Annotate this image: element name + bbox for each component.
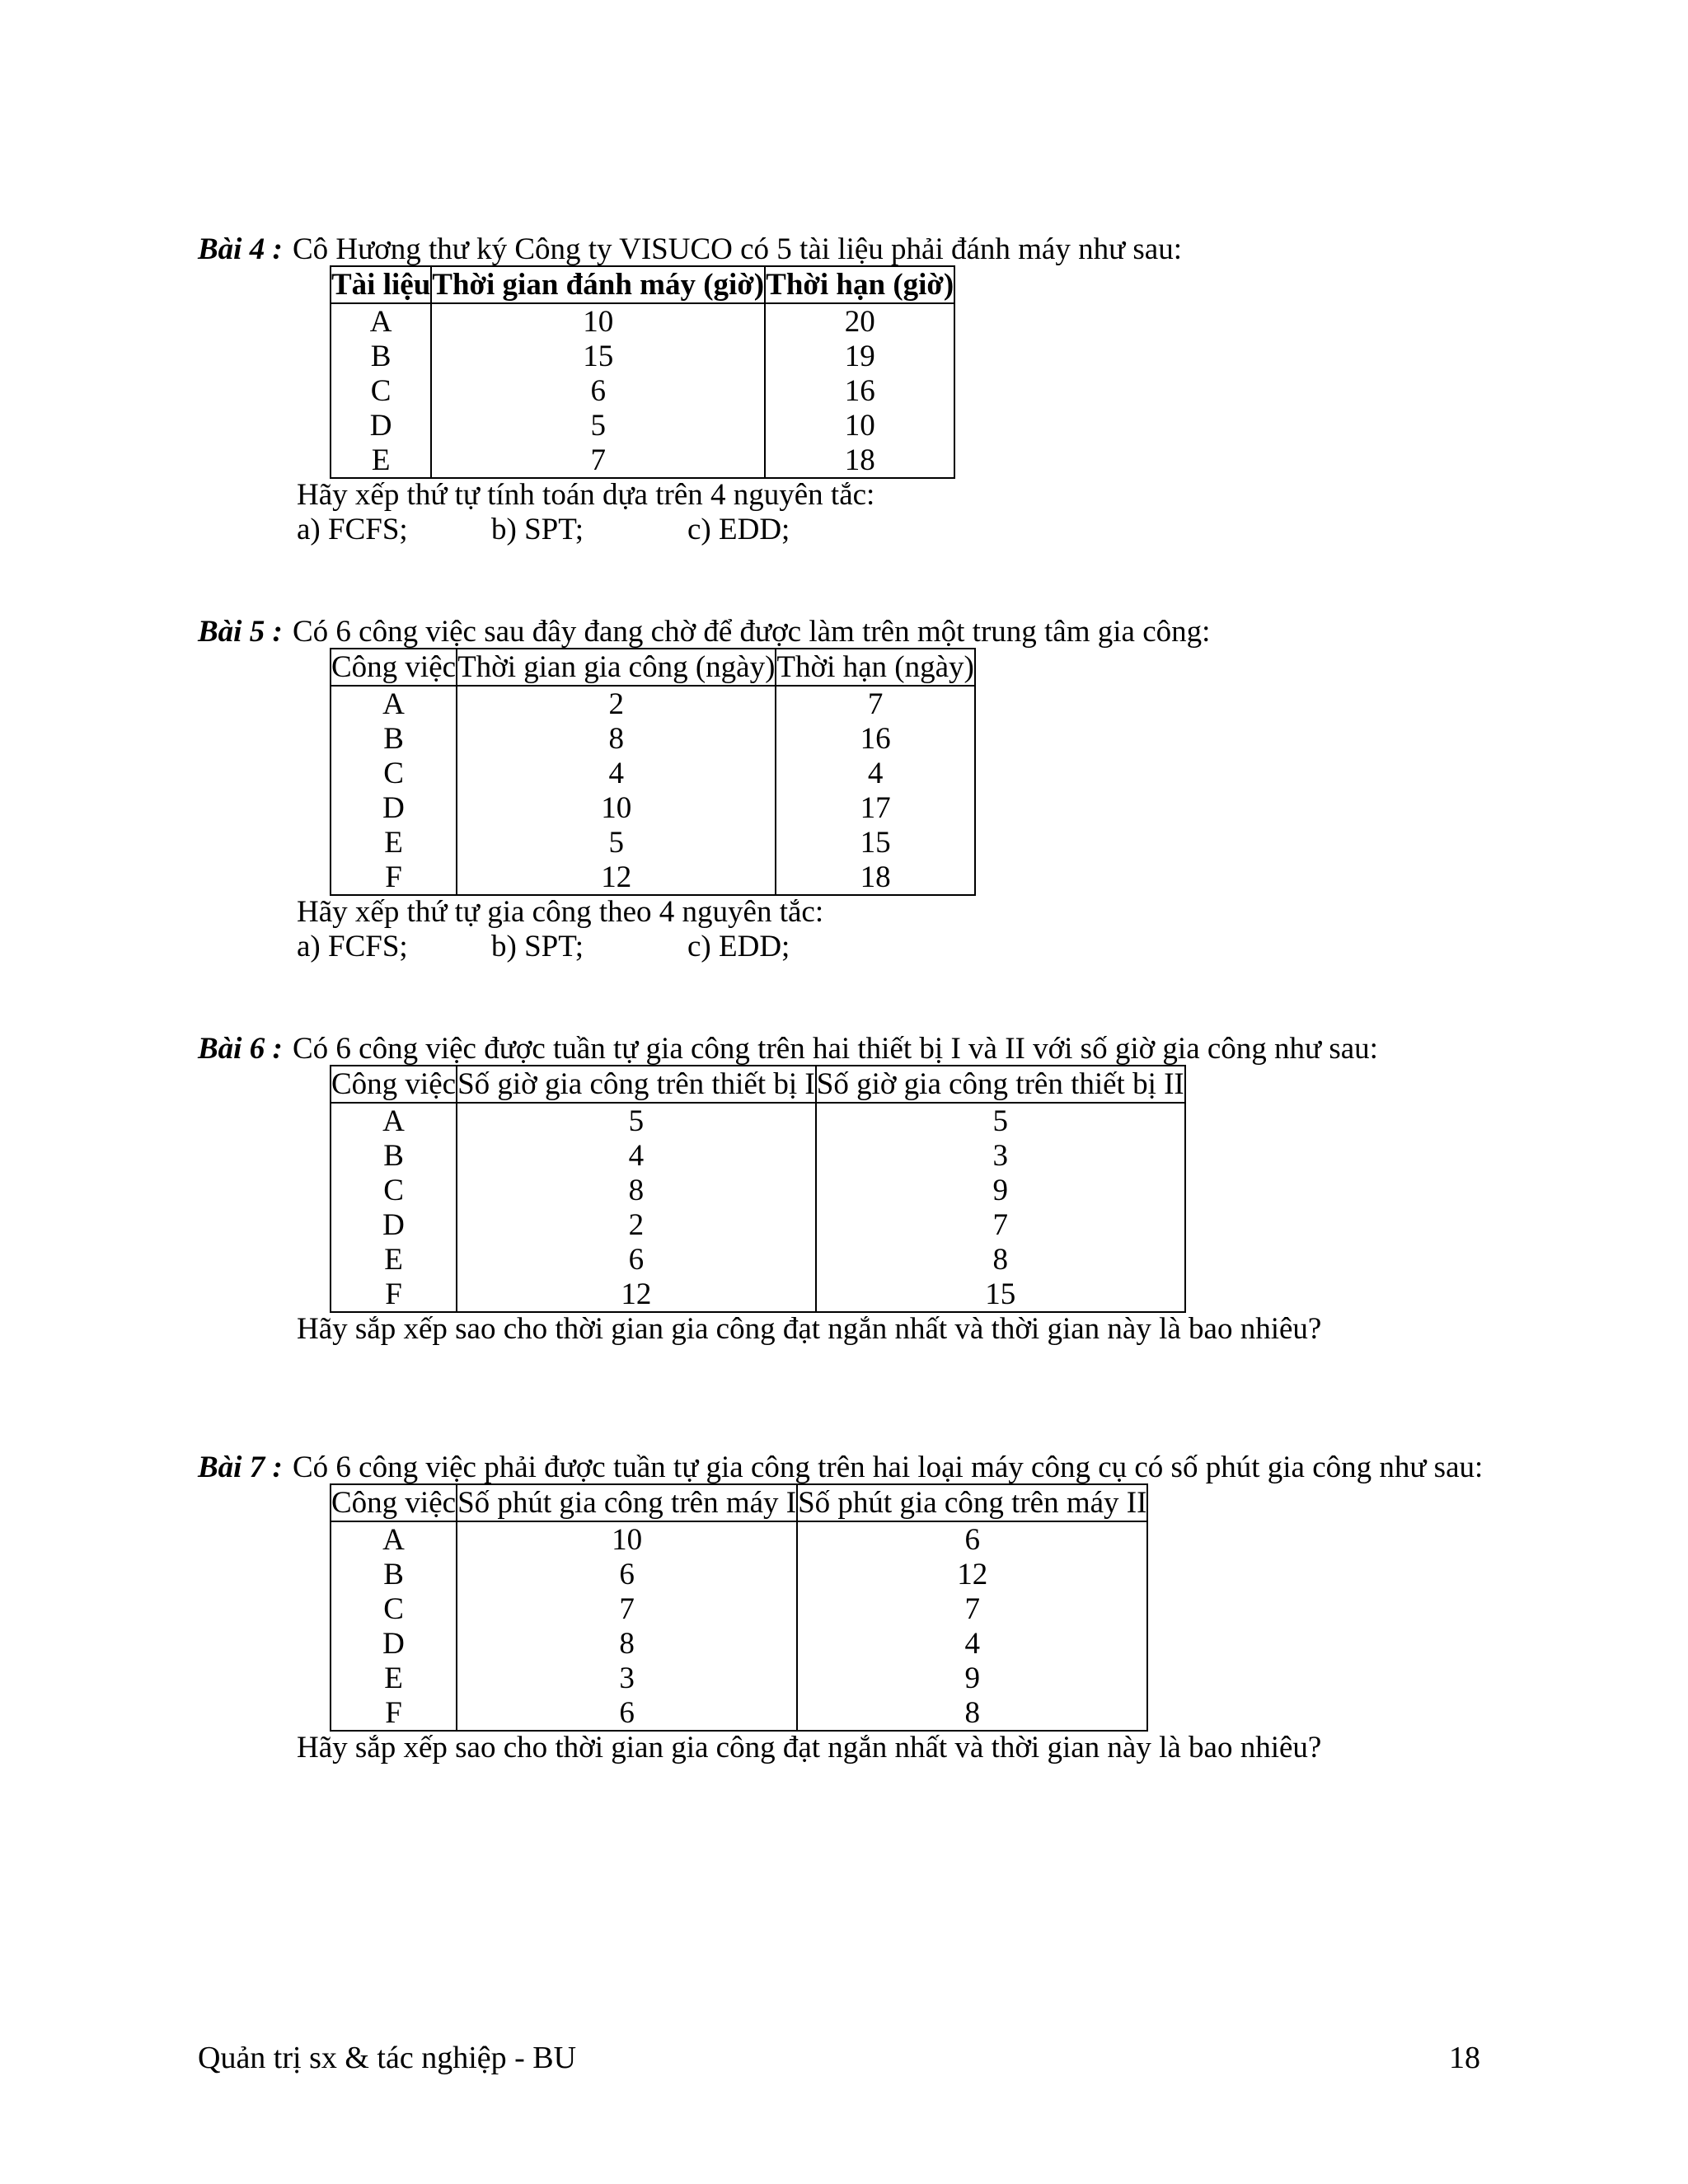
problem-question: Hãy sắp xếp sao cho thời gian gia công đạt ngắn nhất và thời gian này là bao nhiêu?	[297, 1731, 1322, 1765]
problem-question: Hãy xếp thứ tự tính toán dựa trên 4 nguyên tắc:	[297, 478, 875, 512]
problem-number: Bài 7 :	[198, 1451, 283, 1484]
table-cell: 5	[457, 825, 776, 860]
table-cell: D	[331, 1626, 457, 1661]
table-cell: 8	[797, 1695, 1147, 1731]
table-cell: B	[331, 721, 457, 756]
problem-number: Bài 5 :	[198, 615, 283, 649]
column-header: Số giờ gia công trên thiết bị I	[457, 1067, 815, 1101]
table-cell: 8	[457, 1626, 797, 1661]
table-row	[331, 1103, 1185, 1138]
table-row	[331, 825, 975, 860]
column-header: Công việc	[331, 1486, 457, 1520]
table-cell: B	[331, 1138, 457, 1173]
table-cell: 4	[457, 1138, 816, 1173]
table-cell: 16	[776, 721, 974, 756]
table-cell: 7	[776, 686, 974, 721]
table-cell: 5	[816, 1103, 1185, 1138]
table-cell: C	[331, 1591, 457, 1626]
problem-heading	[198, 232, 1182, 266]
problem-question: Hãy xếp thứ tự gia công theo 4 nguyên tắc:	[297, 895, 824, 929]
table-row	[331, 1242, 1185, 1277]
table-cell: 2	[457, 686, 776, 721]
column-header: Công việc	[331, 650, 457, 684]
table-cell: 10	[765, 408, 954, 443]
table-row	[331, 1661, 1147, 1695]
table-cell: 4	[457, 756, 776, 790]
table-cell: 7	[431, 443, 765, 478]
table-cell: D	[331, 1207, 457, 1242]
table-row	[331, 1557, 1147, 1591]
table-cell: 12	[797, 1557, 1147, 1591]
table-row	[331, 1207, 1185, 1242]
table-cell: E	[331, 443, 431, 478]
table-cell: D	[331, 790, 457, 825]
table-row	[331, 303, 954, 339]
table-cell: 7	[457, 1591, 797, 1626]
option-c: c) EDD;	[687, 930, 790, 963]
data-table	[330, 265, 955, 479]
column-header: Thời gian gia công (ngày)	[457, 650, 776, 684]
table-cell: B	[331, 1557, 457, 1591]
problem-statement: Có 6 công việc sau đây đang chờ để được làm trên một trung tâm gia công:	[293, 615, 1211, 649]
table-row	[331, 1626, 1147, 1661]
table-row	[331, 408, 954, 443]
column-header: Công việc	[331, 1067, 457, 1101]
table-cell: 6	[431, 373, 765, 408]
table-cell: 9	[816, 1173, 1185, 1207]
column-header: Tài liệu	[331, 268, 431, 302]
table-cell: 2	[457, 1207, 816, 1242]
table-cell: 18	[765, 443, 954, 478]
option-b: b) SPT;	[491, 513, 584, 546]
table-cell: 6	[457, 1557, 797, 1591]
table-cell: 7	[816, 1207, 1185, 1242]
column-header: Số phút gia công trên máy I	[457, 1486, 797, 1520]
problem-question: Hãy sắp xếp sao cho thời gian gia công đạt ngắn nhất và thời gian này là bao nhiêu?	[297, 1312, 1322, 1346]
table-row	[331, 1277, 1185, 1312]
problem-heading	[198, 615, 1211, 649]
data-table	[330, 1065, 1186, 1313]
table-cell: 20	[765, 303, 954, 339]
table-cell: 6	[457, 1695, 797, 1731]
table-cell: F	[331, 860, 457, 895]
table-cell: D	[331, 408, 431, 443]
problem-statement: Cô Hương thư ký Công ty VISUCO có 5 tài liệu phải đánh máy như sau:	[293, 232, 1182, 266]
table-row	[331, 339, 954, 373]
table-cell: 10	[431, 303, 765, 339]
table-cell: 3	[457, 1661, 797, 1695]
data-table	[330, 648, 976, 896]
table-row	[331, 1591, 1147, 1626]
table-row	[331, 1138, 1185, 1173]
table-row	[331, 756, 975, 790]
column-header: Thời gian đánh máy (giờ)	[432, 268, 765, 302]
data-table	[330, 1483, 1148, 1732]
column-header: Thời hạn (ngày)	[776, 650, 974, 684]
problem-number: Bài 4 :	[198, 232, 283, 266]
problem-heading	[198, 1032, 1378, 1066]
footer-course-title: Quản trị sx & tác nghiệp - BU	[198, 2041, 577, 2075]
column-header: Số giờ gia công trên thiết bị II	[816, 1067, 1184, 1101]
option-a: a) FCFS;	[297, 513, 408, 546]
table-cell: 8	[457, 1173, 816, 1207]
table-header-row	[331, 649, 975, 686]
problem-heading	[198, 1451, 1484, 1484]
problem-statement: Có 6 công việc phải được tuần tự gia công trên hai loại máy công cụ có số phút gia công như sau:	[293, 1451, 1484, 1484]
table-row	[331, 1173, 1185, 1207]
table-cell: 10	[457, 790, 776, 825]
table-cell: 3	[816, 1138, 1185, 1173]
column-header: Số phút gia công trên máy II	[798, 1486, 1147, 1520]
table-cell: 15	[776, 825, 974, 860]
table-row	[331, 860, 975, 895]
table-cell: C	[331, 756, 457, 790]
table-cell: 9	[797, 1661, 1147, 1695]
table-cell: 8	[816, 1242, 1185, 1277]
table-cell: 4	[797, 1626, 1147, 1661]
table-cell: 7	[797, 1591, 1147, 1626]
table-cell: 15	[816, 1277, 1185, 1312]
problem-statement: Có 6 công việc được tuần tự gia công trên hai thiết bị I và II với số giờ gia công như sau:	[293, 1032, 1378, 1066]
page-number: 18	[1449, 2041, 1480, 2075]
table-row	[331, 373, 954, 408]
table-row	[331, 443, 954, 478]
table-cell: B	[331, 339, 431, 373]
table-cell: A	[331, 303, 431, 339]
table-cell: 5	[457, 1103, 816, 1138]
table-cell: 10	[457, 1521, 797, 1557]
table-cell: A	[331, 686, 457, 721]
option-a: a) FCFS;	[297, 930, 408, 963]
table-cell: 16	[765, 373, 954, 408]
table-cell: 15	[431, 339, 765, 373]
table-header-row	[331, 1484, 1147, 1521]
table-cell: E	[331, 825, 457, 860]
table-cell: F	[331, 1695, 457, 1731]
table-cell: 19	[765, 339, 954, 373]
table-cell: 12	[457, 860, 776, 895]
table-cell: 12	[457, 1277, 816, 1312]
table-cell: A	[331, 1103, 457, 1138]
column-header: Thời hạn (giờ)	[766, 268, 954, 302]
table-cell: A	[331, 1521, 457, 1557]
table-cell: E	[331, 1242, 457, 1277]
table-cell: C	[331, 373, 431, 408]
table-header-row	[331, 1066, 1185, 1103]
table-row	[331, 721, 975, 756]
table-cell: 6	[797, 1521, 1147, 1557]
table-cell: 8	[457, 721, 776, 756]
table-cell: F	[331, 1277, 457, 1312]
table-cell: C	[331, 1173, 457, 1207]
table-cell: E	[331, 1661, 457, 1695]
table-row	[331, 1521, 1147, 1557]
table-cell: 4	[776, 756, 974, 790]
table-cell: 17	[776, 790, 974, 825]
table-row	[331, 1695, 1147, 1731]
table-cell: 6	[457, 1242, 816, 1277]
table-row	[331, 790, 975, 825]
table-cell: 18	[776, 860, 974, 895]
table-header-row	[331, 266, 954, 303]
option-b: b) SPT;	[491, 930, 584, 963]
table-cell: 5	[431, 408, 765, 443]
problem-number: Bài 6 :	[198, 1032, 283, 1066]
table-row	[331, 686, 975, 721]
option-c: c) EDD;	[687, 513, 790, 546]
